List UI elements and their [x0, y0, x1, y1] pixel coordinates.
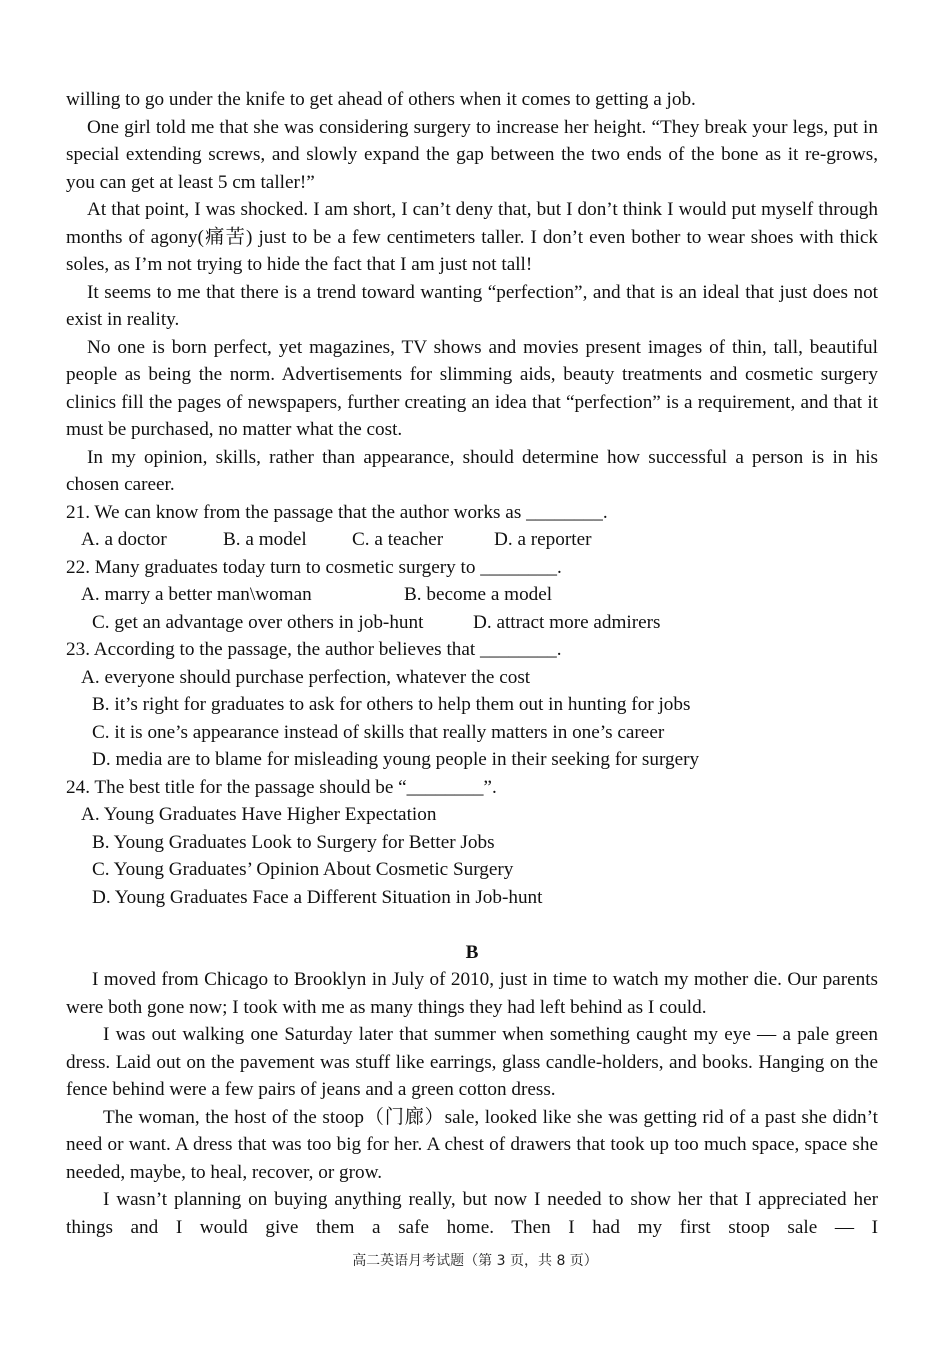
question-21: [66, 499, 878, 554]
passage-a-paragraph-6: In my opinion, skills, rather than appearance, should determine how successful a person is in his chosen career.: [66, 446, 878, 495]
question-22: [66, 554, 878, 637]
option-22-a: A. marry a better man\woman: [81, 584, 312, 605]
question-23: [66, 636, 878, 774]
option-23-a: A. everyone should purchase perfection, whatever the cost: [81, 666, 531, 688]
exam-page: [66, 86, 878, 1241]
option-24-c: C. Young Graduates’ Opinion About Cosmetic Surgery: [92, 859, 514, 880]
question-21-options: [66, 526, 878, 554]
option-21-d: D. a reporter: [494, 529, 592, 550]
passage-a-paragraph-5: No one is born perfect, yet magazines, TV shows and movies present images of thin, tall, beautiful people as being the norm. Advertisements for slimming aids, beauty treatments and cosmetic surgery clinics fill the pages of newspapers, further creating an idea that “perfection” is a requirement, and that it must be purchased, no matter what the cost.: [66, 336, 878, 440]
passage-b-paragraph-1: I moved from Chicago to Brooklyn in July of 2010, just in time to watch my mother die. Our parents were both gone now; I took with me as many things they had left behind as I could.: [66, 969, 878, 1018]
question-22-stem: 22. Many graduates today turn to cosmetic surgery to ________.: [66, 556, 562, 578]
passage-b-paragraph-4: I wasn’t planning on buying anything really, but now I needed to show her that I appreciated her things and I would give them a safe home. Then I had my first stoop sale — I: [66, 1189, 878, 1238]
option-22-c: C. get an advantage over others in job-hunt: [92, 611, 424, 633]
option-21-b: B. a model: [223, 529, 307, 550]
question-22-options-ab: [66, 581, 878, 609]
option-21-a: A. a doctor: [81, 529, 167, 550]
passage-a-paragraph-1: willing to go under the knife to get ahead of others when it comes to getting a job.: [66, 89, 696, 110]
passage-a-paragraph-4: It seems to me that there is a trend toward wanting “perfection”, and that is an ideal that just does not exist in reality.: [66, 281, 878, 330]
passage-a: [66, 86, 878, 499]
passage-b-paragraph-3: The woman, the host of the stoop（门廊）sale, looked like she was getting rid of a past she didn’t need or want. A dress that was too big for her. A chest of drawers that took up too much space, space she needed, maybe, to heal, recover, or grow.: [66, 1106, 878, 1183]
question-24: [66, 774, 878, 912]
question-21-stem: 21. We can know from the passage that the author works as ________.: [66, 501, 608, 523]
option-21-c: C. a teacher: [352, 529, 444, 550]
option-23-d: D. media are to blame for misleading young people in their seeking for surgery: [92, 749, 700, 770]
question-22-options-cd: [66, 609, 878, 637]
page-footer: 高二英语月考试题（第 3 页，共 8 页）: [352, 1253, 598, 1269]
question-23-stem: 23. According to the passage, the author believes that ________.: [66, 639, 562, 660]
option-23-b: B. it’s right for graduates to ask for others to help them out in hunting for jobs: [92, 694, 691, 715]
passage-a-paragraph-3: At that point, I was shocked. I am short, I can’t deny that, but I don’t think I would put myself through months of agony(痛苦) just to be a few centimeters taller. I don’t even bother to wear shoes with thick soles, as I’m not trying to hide the fact that I am just not tall!: [66, 199, 878, 275]
passage-b-paragraph-2: I was out walking one Saturday later that summer when something caught my eye — a pale green dress. Laid out on the pavement was stuff like earrings, glass candle-holders, and books. Hanging on the fence behind were a few pairs of jeans and a green cotton dress.: [66, 1024, 878, 1100]
section-b-title: B: [465, 941, 479, 963]
passage-b: [66, 939, 878, 1242]
option-23-c: C. it is one’s appearance instead of skills that really matters in one’s career: [92, 721, 665, 743]
option-24-a: A. Young Graduates Have Higher Expectation: [81, 804, 437, 825]
option-24-b: B. Young Graduates Look to Surgery for Better Jobs: [92, 831, 495, 853]
question-24-stem: 24. The best title for the passage should be “________”.: [66, 776, 497, 798]
option-22-b: B. become a model: [404, 584, 553, 605]
option-22-d: D. attract more admirers: [473, 611, 661, 633]
passage-a-paragraph-2: One girl told me that she was considering surgery to increase her height. “They break your legs, put in special extending screws, and slowly expand the gap between the two ends of the bone as it re-grows, you can get at least 5 cm taller!”: [66, 116, 878, 193]
option-24-d: D. Young Graduates Face a Different Situation in Job-hunt: [92, 886, 543, 908]
